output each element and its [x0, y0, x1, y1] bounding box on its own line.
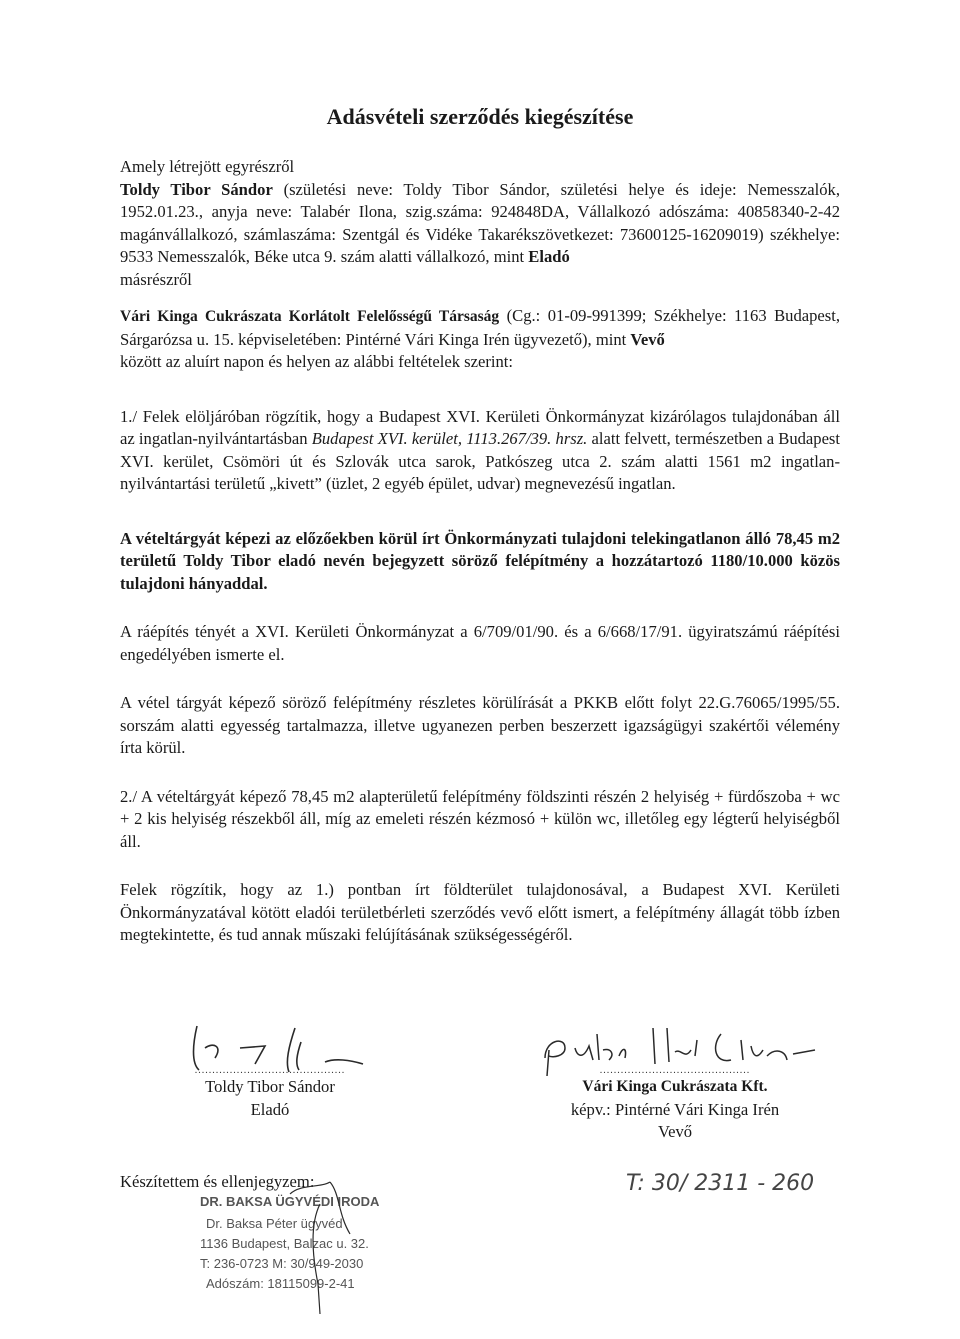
seller-signature-name: Toldy Tibor Sándor [205, 1077, 335, 1096]
handwritten-phone-note [620, 1160, 850, 1205]
buyer-role: Vevő [630, 329, 665, 349]
seller-signature-role: Eladó [250, 1099, 290, 1119]
intro-line: Amely létrejött egyrészről [120, 157, 295, 176]
paragraph-permit: A ráépítés tényét a XVI. Kerületi Önkormányzat a 6/709/01/90. és a 6/668/17/91. ügyiratszámú ráépítési engedélyében ismerte el. [120, 622, 840, 664]
paragraph-1-text-b: alatt felvett, természetben a Budapest XVI. kerület, Csömöri út és Szlovák utca sarok, Patkószeg utca 2. szám alatti 1561 m2 ingatlan-nyilvántartási területű „kivett” (üzlet, 2 egyéb épület, udvar) megnevezésű ingatlan. [120, 429, 841, 493]
document-body [120, 156, 840, 947]
paragraph-acknowledgement: Felek rögzítik, hogy az 1.) pontban írt földterület tulajdonosával, a Budapest XVI. Kerületi Önkormányzatával kötött eladói területbérleti szerződés vevő előtt ismert, a felépítmény állagát több ízben megtekintette, és tud annak műszaki felújításának szükségességéről. [120, 880, 840, 944]
seller-name: Toldy Tibor Sándor [120, 179, 273, 199]
buyer-signature-rep: képv.: Pintérné Vári Kinga Irén [570, 1099, 780, 1119]
stamp-line-3: 1136 Budapest, Balzac u. 32. [200, 1236, 369, 1251]
seller-paragraph [120, 179, 840, 269]
parcel-reference: Budapest XVI. kerület, 1113.267/39. hrsz. [311, 429, 588, 448]
document-title: Adásvételi szerződés kiegészítése [326, 104, 634, 129]
handwritten-note-text: T: 30/ 2311 - 260 [626, 1171, 815, 1196]
signature-line: ........................................... [194, 1066, 346, 1076]
seller-signature-block [150, 1066, 390, 1121]
lawyer-signature [260, 1174, 380, 1322]
stamp-line-2: Dr. Baksa Péter ügyvéd [206, 1216, 343, 1231]
stamp-line-5: Adószám: 18115099-2-41 [206, 1276, 355, 1291]
buyer-signature-block [530, 1066, 820, 1144]
signature-line: ........................................... [599, 1066, 751, 1076]
paragraph-1 [120, 406, 840, 496]
buyer-signature-role: Vevő [657, 1122, 693, 1141]
buyer-details: (Cg.: 01-09-991399; Székhelye: 1163 Budapest, Sárgarózsa u. 15. képviseletében: Pintérné Vári Kinga Irén ügyvezető), mint [120, 306, 840, 349]
seller-details: (születési neve: Toldy Tibor Sándor, születési helye és ideje: Nemesszalók, 1952.01.23., anyja neve: Talabér Ilona, szig.száma: 924848DA, Vállalkozó adószáma: 40858340-2-42 magánvállalkozó, számlaszáma: Szentgál és Vidéke Takarékszövetkezet: 73600125-16209019) székhelye: 9533 Nemesszalók, Béke utca 9. szám alatti vállalkozó, mint [120, 179, 841, 266]
handwritten-note-glyphs [620, 1160, 850, 1200]
stamp-line-1: DR. BAKSA ÜGYVÉDI IRODA [200, 1194, 380, 1209]
seller-role: Eladó [528, 247, 570, 266]
paragraph-subject: A vételtárgyát képezi az előzőekben körül írt Önkormányzati tulajdoni telekingatlanon álló 78,45 m2 területű Toldy Tibor eladó nevén bejegyzett söröző felépítmény a hozzátartozó 1180/10.000 közös tulajdoni hányaddal. [120, 528, 840, 593]
prepared-by-line: Készítettem és ellenjegyzem: [120, 1172, 315, 1191]
buyer-name: Vári Kinga Cukrászata Korlátolt Felelősségű Társaság [120, 308, 500, 325]
paragraph-1-text-a: 1./ Felek elöljáróban rögzítik, hogy a Budapest XVI. Kerületi Önkormányzat kizárólagos tulajdonában áll az ingatlan-nyilvántartásban [120, 406, 840, 448]
paragraph-description: A vétel tárgyát képező söröző felépítmény részletes körülírását a PKKB előtt folyt 22.G.76065/1995/55. sorszám alatti egyesség tartalmazza, illetve ugyanezen perben beszerzett igazságügyi szakértői vélemény írta körül. [120, 693, 840, 757]
other-party-line: másrészről [120, 269, 192, 289]
paragraph-2: 2./ A vételtárgyát képező 78,45 m2 alapterületű felépítmény földszinti részén 2 helyiség + fürdőszoba + wc + 2 kis helyiség részekből áll, míg az emeleti részén kézmosó + külön wc, illetőleg egy légterű helyiségből áll. [120, 786, 840, 851]
between-line: között az aluírt napon és helyen az alábbi feltételek szerint: [120, 352, 514, 371]
buyer-paragraph [120, 305, 840, 351]
lawyer-stamp [200, 1186, 430, 1334]
buyer-signature-company: Vári Kinga Cukrászata Kft. [582, 1078, 768, 1095]
stamp-line-4: T: 236-0723 M: 30/949-2030 [200, 1256, 364, 1271]
